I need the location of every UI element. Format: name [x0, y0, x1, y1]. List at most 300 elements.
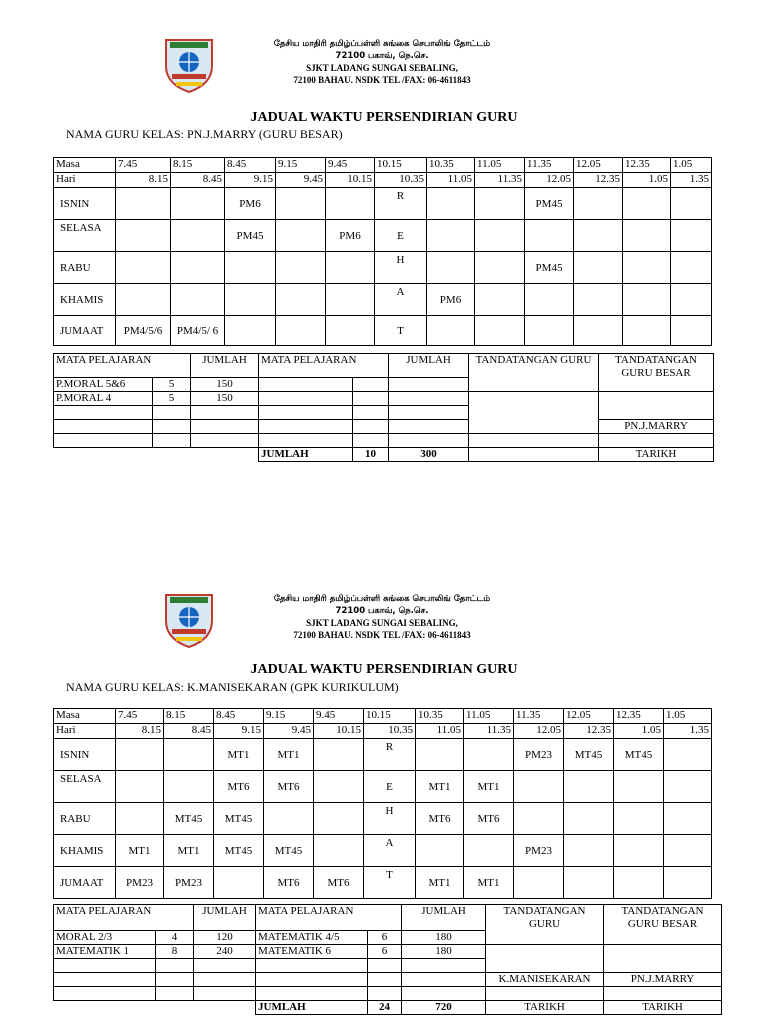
lesson-cell: MT6: [416, 803, 464, 835]
lesson-cell: [164, 739, 214, 771]
lesson-cell: [514, 771, 564, 803]
lesson-cell: [264, 803, 314, 835]
day-name: ISNIN: [54, 739, 116, 771]
subject-periods: 5: [153, 392, 191, 406]
day-name: ISNIN: [54, 188, 116, 220]
period-end: 1.35: [671, 173, 712, 188]
rehat-cell: H: [364, 803, 416, 835]
lesson-cell: PM23: [514, 835, 564, 867]
timetable-grid: [53, 157, 712, 346]
period-start: 10.15: [364, 709, 416, 724]
lesson-cell: [514, 803, 564, 835]
lesson-cell: [276, 252, 326, 284]
subject-minutes: 150: [191, 378, 259, 392]
period-end: 8.15: [116, 173, 171, 188]
day-row-khamis: [54, 835, 712, 867]
lesson-cell: [416, 835, 464, 867]
subject-name: P.MORAL 4: [54, 392, 153, 406]
period-end: 10.35: [364, 724, 416, 739]
lesson-cell: [276, 188, 326, 220]
school-address: 72100 BAHAU. NSDK TEL /FAX: 06-4611843: [293, 75, 471, 85]
lesson-cell: [116, 803, 164, 835]
lesson-cell: PM23: [164, 867, 214, 899]
school-name: SJKT LADANG SUNGAI SEBALING,: [306, 618, 458, 628]
subject-header: MATA PELAJARAN: [54, 905, 194, 931]
summary-total-row: [54, 448, 714, 462]
lesson-cell: [314, 771, 364, 803]
subject-summary-table: [53, 353, 714, 462]
rehat-cell: T: [375, 316, 427, 346]
period-end: 10.15: [326, 173, 375, 188]
rehat-cell: R: [375, 188, 427, 220]
lesson-cell: [671, 252, 712, 284]
lesson-cell: [574, 220, 623, 252]
school-header: [232, 38, 532, 86]
teacher-signature-header: TANDATANGAN GURU: [486, 905, 604, 945]
subject-name: MATEMATIK 1: [54, 945, 156, 959]
subject-summary-table: [53, 904, 722, 1015]
period-end: 12.35: [574, 173, 623, 188]
period-start: 9.15: [264, 709, 314, 724]
lesson-cell: [514, 867, 564, 899]
period-end: 10.35: [375, 173, 427, 188]
lesson-cell: PM6: [427, 284, 475, 316]
lesson-cell: MT45: [214, 803, 264, 835]
subject-minutes: [402, 959, 486, 973]
period-end: 11.05: [416, 724, 464, 739]
period-start: 11.05: [475, 158, 525, 173]
summary-total-row: [54, 1001, 722, 1015]
masa-label: Masa: [54, 709, 116, 724]
head-signature-box: [599, 392, 714, 420]
lesson-cell: MT6: [314, 867, 364, 899]
school-tamil-name: தேசிய மாதிரி தமிழ்ப்பள்ளி சுங்கை செபாலிங் தோட்டம்: [273, 594, 491, 604]
period-start: 12.35: [614, 709, 664, 724]
lesson-cell: [326, 316, 375, 346]
lesson-cell: [671, 188, 712, 220]
head-signature-header: TANDATANGAN GURU BESAR: [599, 354, 714, 392]
period-end: 1.05: [623, 173, 671, 188]
lesson-cell: [427, 252, 475, 284]
lesson-cell: [623, 188, 671, 220]
rehat-cell: A: [375, 284, 427, 316]
page-title: JADUAL WAKTU PERSENDIRIAN GURU: [250, 110, 518, 125]
subject-name: [256, 973, 368, 987]
summary-row: [54, 945, 722, 959]
day-name: KHAMIS: [54, 835, 116, 867]
lesson-cell: [116, 252, 171, 284]
lesson-cell: MT45: [214, 835, 264, 867]
period-end: 8.15: [116, 724, 164, 739]
period-end: 9.45: [264, 724, 314, 739]
lesson-cell: [427, 316, 475, 346]
subject-minutes: 180: [402, 931, 486, 945]
period-end: 8.45: [164, 724, 214, 739]
lesson-cell: [475, 284, 525, 316]
subject-header: MATA PELAJARAN: [259, 354, 389, 378]
subject-minutes: [191, 420, 259, 434]
day-name: RABU: [54, 803, 116, 835]
lesson-cell: PM45: [525, 252, 574, 284]
school-header: [232, 593, 532, 641]
head-signature-name: PN.J.MARRY: [604, 973, 722, 987]
subject-name: [259, 406, 353, 420]
subject-periods: [353, 392, 389, 406]
head-signature-box: [604, 945, 722, 973]
jumlah-label: JUMLAH: [259, 448, 353, 462]
subject-periods: [353, 406, 389, 420]
period-start: 11.05: [464, 709, 514, 724]
lesson-cell: MT1: [264, 739, 314, 771]
day-name: JUMAAT: [54, 867, 116, 899]
lesson-cell: MT45: [564, 739, 614, 771]
total-header: JUMLAH: [389, 354, 469, 378]
page-title: JADUAL WAKTU PERSENDIRIAN GURU: [250, 662, 518, 677]
period-start: 8.45: [225, 158, 276, 173]
lesson-cell: PM45: [525, 188, 574, 220]
lesson-cell: [475, 316, 525, 346]
subject-name: [259, 378, 353, 392]
lesson-cell: [314, 739, 364, 771]
period-start: 7.45: [116, 709, 164, 724]
lesson-cell: MT6: [214, 771, 264, 803]
summary-empty-row: [54, 987, 722, 1001]
lesson-cell: [225, 284, 276, 316]
day-name: SELASA: [54, 220, 116, 252]
period-start: 11.35: [525, 158, 574, 173]
rehat-cell: R: [364, 739, 416, 771]
school-tamil-address: 72100 பகாவ், நெ.செ.: [335, 51, 429, 61]
subject-header: MATA PELAJARAN: [54, 354, 191, 378]
day-row-isnin: [54, 739, 712, 771]
lesson-cell: PM23: [514, 739, 564, 771]
lesson-cell: [214, 867, 264, 899]
timetable-grid: [53, 708, 712, 899]
lesson-cell: [314, 835, 364, 867]
period-start: 8.15: [164, 709, 214, 724]
lesson-cell: [171, 188, 225, 220]
school-tamil-name: தேசிய மாதிரி தமிழ்ப்பள்ளி சுங்கை செபாலிங் தோட்டம்: [273, 39, 491, 49]
lesson-cell: [116, 739, 164, 771]
lesson-cell: [116, 771, 164, 803]
day-row-khamis: [54, 284, 712, 316]
day-name: KHAMIS: [54, 284, 116, 316]
subject-minutes: [194, 959, 256, 973]
subject-name: [259, 392, 353, 406]
subject-periods: [156, 973, 194, 987]
lesson-cell: PM4/5/6: [116, 316, 171, 346]
period-start-row: [54, 709, 712, 724]
lesson-cell: [164, 771, 214, 803]
period-start: 8.15: [171, 158, 225, 173]
jumlah-label: JUMLAH: [256, 1001, 368, 1015]
rehat-cell: E: [375, 220, 427, 252]
subject-periods: 6: [368, 945, 402, 959]
subject-minutes: 120: [194, 931, 256, 945]
period-end: 12.05: [525, 173, 574, 188]
period-start: 12.05: [574, 158, 623, 173]
summary-row: [54, 973, 722, 987]
lesson-cell: [171, 220, 225, 252]
lesson-cell: [326, 284, 375, 316]
subject-minutes: [402, 973, 486, 987]
period-start: 9.15: [276, 158, 326, 173]
lesson-cell: MT1: [464, 771, 514, 803]
subject-name: [54, 406, 153, 420]
period-start: 12.05: [564, 709, 614, 724]
period-end: 12.35: [564, 724, 614, 739]
rehat-cell: E: [364, 771, 416, 803]
lesson-cell: [623, 316, 671, 346]
lesson-cell: MT45: [614, 739, 664, 771]
period-end: 9.15: [225, 173, 276, 188]
period-start: 10.35: [427, 158, 475, 173]
school-name: SJKT LADANG SUNGAI SEBALING,: [306, 63, 458, 73]
subject-periods: [368, 973, 402, 987]
day-row-selasa: [54, 771, 712, 803]
lesson-cell: [276, 284, 326, 316]
lesson-cell: [671, 284, 712, 316]
lesson-cell: [623, 252, 671, 284]
lesson-cell: MT45: [164, 803, 214, 835]
lesson-cell: [225, 316, 276, 346]
subject-periods: [153, 406, 191, 420]
lesson-cell: [116, 284, 171, 316]
lesson-cell: [225, 252, 276, 284]
period-end: 1.35: [664, 724, 712, 739]
subject-minutes: [389, 378, 469, 392]
lesson-cell: [614, 771, 664, 803]
teacher-signature-header: TANDATANGAN GURU: [469, 354, 599, 392]
summary-header-row: [54, 905, 722, 931]
total-minutes: 720: [402, 1001, 486, 1015]
day-name: JUMAAT: [54, 316, 116, 346]
school-address: 72100 BAHAU. NSDK TEL /FAX: 06-4611843: [293, 630, 471, 640]
subject-periods: [368, 959, 402, 973]
lesson-cell: MT1: [164, 835, 214, 867]
head-tarikh: TARIKH: [599, 448, 714, 462]
lesson-cell: [171, 284, 225, 316]
lesson-cell: [564, 867, 614, 899]
period-end: 12.05: [514, 724, 564, 739]
lesson-cell: PM23: [116, 867, 164, 899]
rehat-cell: A: [364, 835, 416, 867]
day-name: SELASA: [54, 771, 116, 803]
lesson-cell: [564, 803, 614, 835]
head-signature-name: PN.J.MARRY: [599, 420, 714, 434]
lesson-cell: [427, 188, 475, 220]
lesson-cell: PM6: [326, 220, 375, 252]
lesson-cell: [574, 252, 623, 284]
subject-minutes: 150: [191, 392, 259, 406]
summary-row: [54, 420, 714, 434]
school-crest-icon: [164, 591, 214, 649]
subject-name: [54, 959, 156, 973]
lesson-cell: [464, 739, 514, 771]
school-crest-icon: [164, 36, 214, 94]
period-end-row: [54, 724, 712, 739]
subject-periods: [353, 378, 389, 392]
subject-periods: 6: [368, 931, 402, 945]
period-start: 9.45: [314, 709, 364, 724]
teacher-line: NAMA GURU KELAS: PN.J.MARRY (GURU BESAR): [66, 127, 343, 141]
subject-name: [54, 420, 153, 434]
subject-name: MATEMATIK 4/5: [256, 931, 368, 945]
period-end-row: [54, 173, 712, 188]
lesson-cell: [475, 252, 525, 284]
period-start-row: [54, 158, 712, 173]
lesson-cell: PM45: [225, 220, 276, 252]
lesson-cell: [614, 867, 664, 899]
day-row-isnin: [54, 188, 712, 220]
subject-periods: 8: [156, 945, 194, 959]
subject-name: [54, 973, 156, 987]
subject-minutes: [389, 420, 469, 434]
subject-name: MORAL 2/3: [54, 931, 156, 945]
period-start: 8.45: [214, 709, 264, 724]
lesson-cell: [475, 220, 525, 252]
lesson-cell: [664, 803, 712, 835]
lesson-cell: [416, 739, 464, 771]
subject-minutes: [389, 406, 469, 420]
rehat-cell: T: [364, 867, 416, 899]
lesson-cell: [671, 316, 712, 346]
subject-periods: [156, 959, 194, 973]
teacher-signature-box: [469, 392, 599, 434]
lesson-cell: MT1: [116, 835, 164, 867]
day-row-rabu: [54, 803, 712, 835]
period-start: 10.35: [416, 709, 464, 724]
period-end: 11.35: [464, 724, 514, 739]
subject-minutes: 180: [402, 945, 486, 959]
lesson-cell: [574, 316, 623, 346]
hari-label: Hari: [54, 173, 116, 188]
period-start: 10.15: [375, 158, 427, 173]
lesson-cell: PM6: [225, 188, 276, 220]
lesson-cell: [525, 316, 574, 346]
period-start: 7.45: [116, 158, 171, 173]
lesson-cell: [116, 188, 171, 220]
lesson-cell: MT45: [264, 835, 314, 867]
lesson-cell: [664, 739, 712, 771]
subject-minutes: [194, 973, 256, 987]
subject-name: [256, 959, 368, 973]
lesson-cell: [564, 771, 614, 803]
school-tamil-address: 72100 பகாவ், நெ.செ.: [335, 606, 429, 616]
period-start: 11.35: [514, 709, 564, 724]
lesson-cell: [326, 188, 375, 220]
lesson-cell: MT6: [264, 771, 314, 803]
teacher-tarikh: [469, 448, 599, 462]
period-start: 9.45: [326, 158, 375, 173]
lesson-cell: [276, 220, 326, 252]
lesson-cell: MT1: [416, 867, 464, 899]
subject-periods: [153, 420, 191, 434]
summary-row: [54, 392, 714, 406]
head-tarikh: TARIKH: [604, 1001, 722, 1015]
lesson-cell: MT1: [464, 867, 514, 899]
subject-name: MATEMATIK 6: [256, 945, 368, 959]
lesson-cell: MT6: [464, 803, 514, 835]
lesson-cell: [664, 771, 712, 803]
lesson-cell: [623, 284, 671, 316]
lesson-cell: [574, 284, 623, 316]
lesson-cell: MT6: [264, 867, 314, 899]
lesson-cell: [475, 188, 525, 220]
period-start: 12.35: [623, 158, 671, 173]
total-periods: 24: [368, 1001, 402, 1015]
lesson-cell: [464, 835, 514, 867]
lesson-cell: PM4/5/ 6: [171, 316, 225, 346]
lesson-cell: [671, 220, 712, 252]
lesson-cell: [116, 220, 171, 252]
total-header: JUMLAH: [402, 905, 486, 931]
lesson-cell: [574, 188, 623, 220]
summary-empty-row: [54, 434, 714, 448]
lesson-cell: [171, 252, 225, 284]
masa-label: Masa: [54, 158, 116, 173]
period-end: 1.05: [614, 724, 664, 739]
period-start: 1.05: [664, 709, 712, 724]
teacher-tarikh: TARIKH: [486, 1001, 604, 1015]
total-header: JUMLAH: [194, 905, 256, 931]
lesson-cell: [276, 316, 326, 346]
lesson-cell: [326, 252, 375, 284]
subject-minutes: [191, 406, 259, 420]
lesson-cell: [314, 803, 364, 835]
summary-header-row: [54, 354, 714, 378]
period-end: 11.35: [475, 173, 525, 188]
lesson-cell: [664, 867, 712, 899]
subject-periods: 5: [153, 378, 191, 392]
lesson-cell: MT1: [214, 739, 264, 771]
subject-periods: 4: [156, 931, 194, 945]
subject-minutes: [389, 392, 469, 406]
lesson-cell: [614, 803, 664, 835]
period-end: 9.45: [276, 173, 326, 188]
subject-name: [259, 420, 353, 434]
period-start: 1.05: [671, 158, 712, 173]
teacher-line: NAMA GURU KELAS: K.MANISEKARAN (GPK KURIKULUM): [66, 680, 399, 694]
subject-minutes: 240: [194, 945, 256, 959]
head-signature-header: TANDATANGAN GURU BESAR: [604, 905, 722, 945]
subject-periods: [353, 420, 389, 434]
period-end: 8.45: [171, 173, 225, 188]
day-row-jumaat: [54, 316, 712, 346]
lesson-cell: [525, 284, 574, 316]
lesson-cell: [614, 835, 664, 867]
period-end: 10.15: [314, 724, 364, 739]
day-row-jumaat: [54, 867, 712, 899]
lesson-cell: [564, 835, 614, 867]
hari-label: Hari: [54, 724, 116, 739]
teacher-signature-box: [486, 945, 604, 973]
period-end: 9.15: [214, 724, 264, 739]
subject-name: P.MORAL 5&6: [54, 378, 153, 392]
total-periods: 10: [353, 448, 389, 462]
subject-header: MATA PELAJARAN: [256, 905, 402, 931]
total-header: JUMLAH: [191, 354, 259, 378]
total-minutes: 300: [389, 448, 469, 462]
teacher-signature-name: K.MANISEKARAN: [486, 973, 604, 987]
rehat-cell: H: [375, 252, 427, 284]
lesson-cell: [525, 220, 574, 252]
day-name: RABU: [54, 252, 116, 284]
day-row-selasa: [54, 220, 712, 252]
day-row-rabu: [54, 252, 712, 284]
period-end: 11.05: [427, 173, 475, 188]
lesson-cell: [664, 835, 712, 867]
